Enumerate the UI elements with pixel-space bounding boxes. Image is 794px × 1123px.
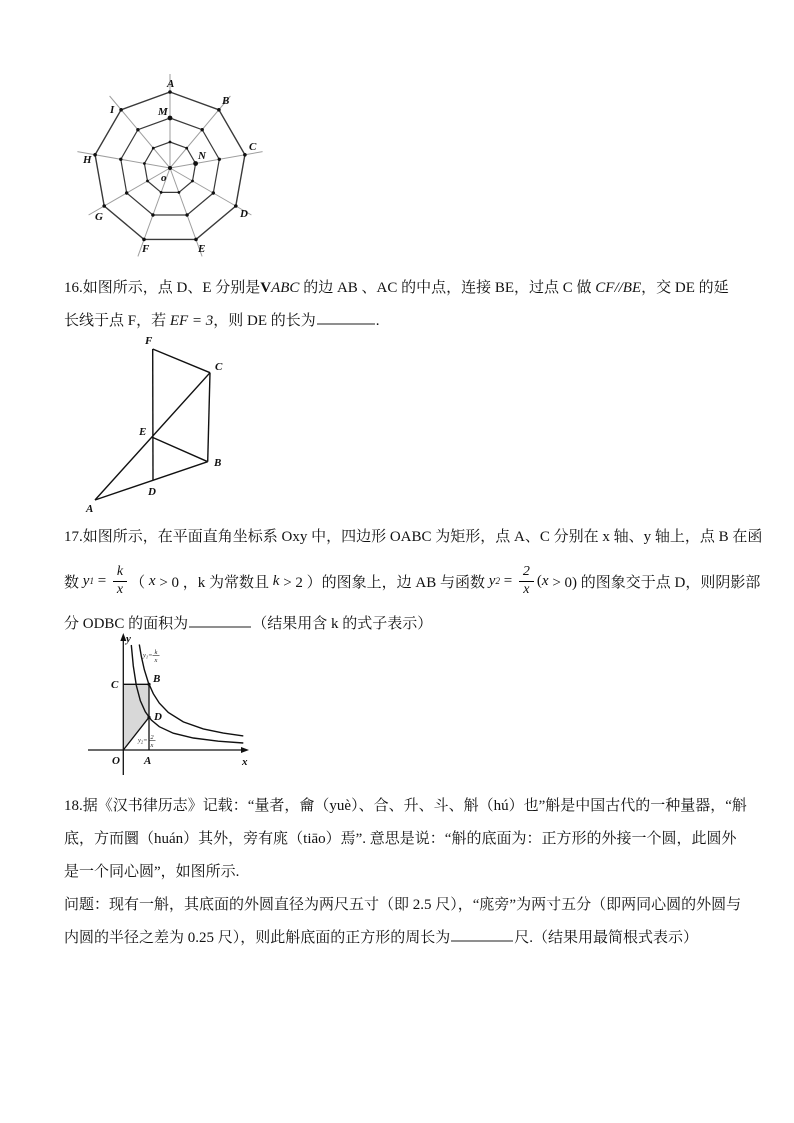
triangle-label-D: D [148,486,156,498]
svg-text:2: 2 [150,734,154,741]
svg-text:x: x [154,657,158,664]
p16-text: ，则 DE 的长为 [213,313,316,329]
problem-17-line-1: 17.如图所示，在平面直角坐标系 Oxy 中，四边形 OABC 为矩形，点 A、C 分别在 x 轴、y 轴上，点 B 在函 [64,529,763,545]
web-label-M: M [158,106,168,118]
p17-k: k [272,572,280,589]
problem-18-line-2: 底，方而圜（huán）其外，旁有庣（tiāo）焉”. 意思是说：“斛的底面为：正方形的外接一个圆，此圆外 [64,831,737,847]
web-label-F: F [142,243,150,255]
p17-text: > 2 ）的图象上，边 AB 与函数 [279,574,489,591]
p17-text: （ [130,574,149,591]
p17-y2-var: y [488,572,496,589]
p17-y2-sub: 2 [495,576,500,586]
web-label-G: G [95,211,103,223]
web-label-I: I [110,104,115,116]
p18-text: 内圆的半径之差为 0.25 尺），则此斛底面的正方形的周长为 [64,930,451,946]
p16-text: 16.如图所示，点 D、E 分别是 [64,280,261,296]
svg-text:y1=: $y_1=$ [143,652,153,660]
web-radial-lines [77,74,262,256]
problem-18-line-1: 18.据《汉书律历志》记载：“量者，龠（yuè）、合、升、斗、斛（hú）也”斛是中国古代的一种量器，“斛 [64,798,747,814]
web-label-H: H [83,154,92,166]
p17-text: （结果用含 k 的式子表示） [252,616,433,632]
graph-label-C: C [111,679,119,691]
web-figure-svg [70,70,280,265]
triangle-lines [95,349,210,500]
web-label-C: C [249,141,257,153]
triangle-label-E: E [139,426,147,438]
triangle-label-A: A [86,503,94,515]
web-label-N: N [198,150,206,162]
p16-text: ，交 DE 的延 [641,280,729,296]
p16-text: 的边 AB 、AC 的中点，连接 BE，过点 C 做 [299,280,596,296]
triangle-symbol: V [260,280,272,296]
triangle-label-C: C [215,361,223,373]
web-label-B: B [222,95,230,107]
x-axis-arrow [241,747,249,753]
triangle-label-F: F [145,335,153,347]
triangle-figure-svg [85,330,320,520]
p18-text: 尺.（结果用最简根式表示） [514,930,699,946]
fraction-2-over-x: $\frac{2}{x}$ [519,564,534,597]
triangle-figure [85,330,320,525]
problem-18-line-3: 是一个同心圆”，如图所示. [64,864,240,880]
p16-cf-be: CF//BE [595,280,642,296]
svg-text:k: k [154,649,158,656]
graph-label-y: y [126,633,131,645]
web-label-o: o [161,172,167,184]
fraction-k-over-x: $\frac{k}{x}$ [113,564,127,597]
web-label-A: A [167,78,175,90]
curve1-equation-label [142,649,160,664]
p17-x: x [148,572,156,589]
problem-18 [64,790,754,955]
p17-x2: x [541,572,549,589]
p16-text: 长线于点 F，若 [64,313,170,329]
graph-label-O: O [112,755,120,767]
problem-18-line-5 [64,922,754,955]
graph-label-x: x [242,756,248,768]
problem-18-line-4: 问题：现有一斛，其底面的外圆直径为两尺五寸（即 2.5 尺），“庣旁”为两寸五分（即两同心圆的外圆与 [64,897,742,913]
graph-label-B: B [153,673,161,685]
p17-text: > 0) 的图象交于点 D，则阴影部 [548,574,761,591]
graph-label-D: D [154,711,162,723]
answer-blank-16 [317,307,375,325]
problem-17-line-2 [64,554,761,608]
p17-text: 数 [64,574,83,591]
p17-text: 分 ODBC 的面积为 [64,616,189,632]
answer-blank-17 [189,610,251,628]
p17-eq: = [93,572,110,589]
web-label-E: E [198,243,206,255]
p17-eq: = [499,572,516,589]
problem-16 [64,272,754,338]
problem-17 [64,521,763,641]
p17-text: ( [536,572,542,589]
p16-abc: ABC [271,280,300,296]
svg-text:x: x [150,742,154,749]
p16-text: . [375,313,380,329]
problem-16-line-1 [64,272,754,305]
answer-blank-18 [451,924,513,942]
web-label-D: D [240,208,248,220]
p17-y1-sub: 1 [89,576,94,586]
graph-figure-svg [70,630,285,782]
p16-ef-3: EF = 3 [169,313,214,329]
graph-label-A: A [144,755,152,767]
web-figure [70,70,280,270]
p17-text: > 0 ，k 为常数且 [155,574,273,591]
p17-y1-var: y [82,572,90,589]
svg-text:y2=: $y_2=$ [138,737,148,745]
curve2-equation-label [137,734,156,749]
graph-figure [70,630,285,787]
triangle-label-B: B [214,457,222,469]
